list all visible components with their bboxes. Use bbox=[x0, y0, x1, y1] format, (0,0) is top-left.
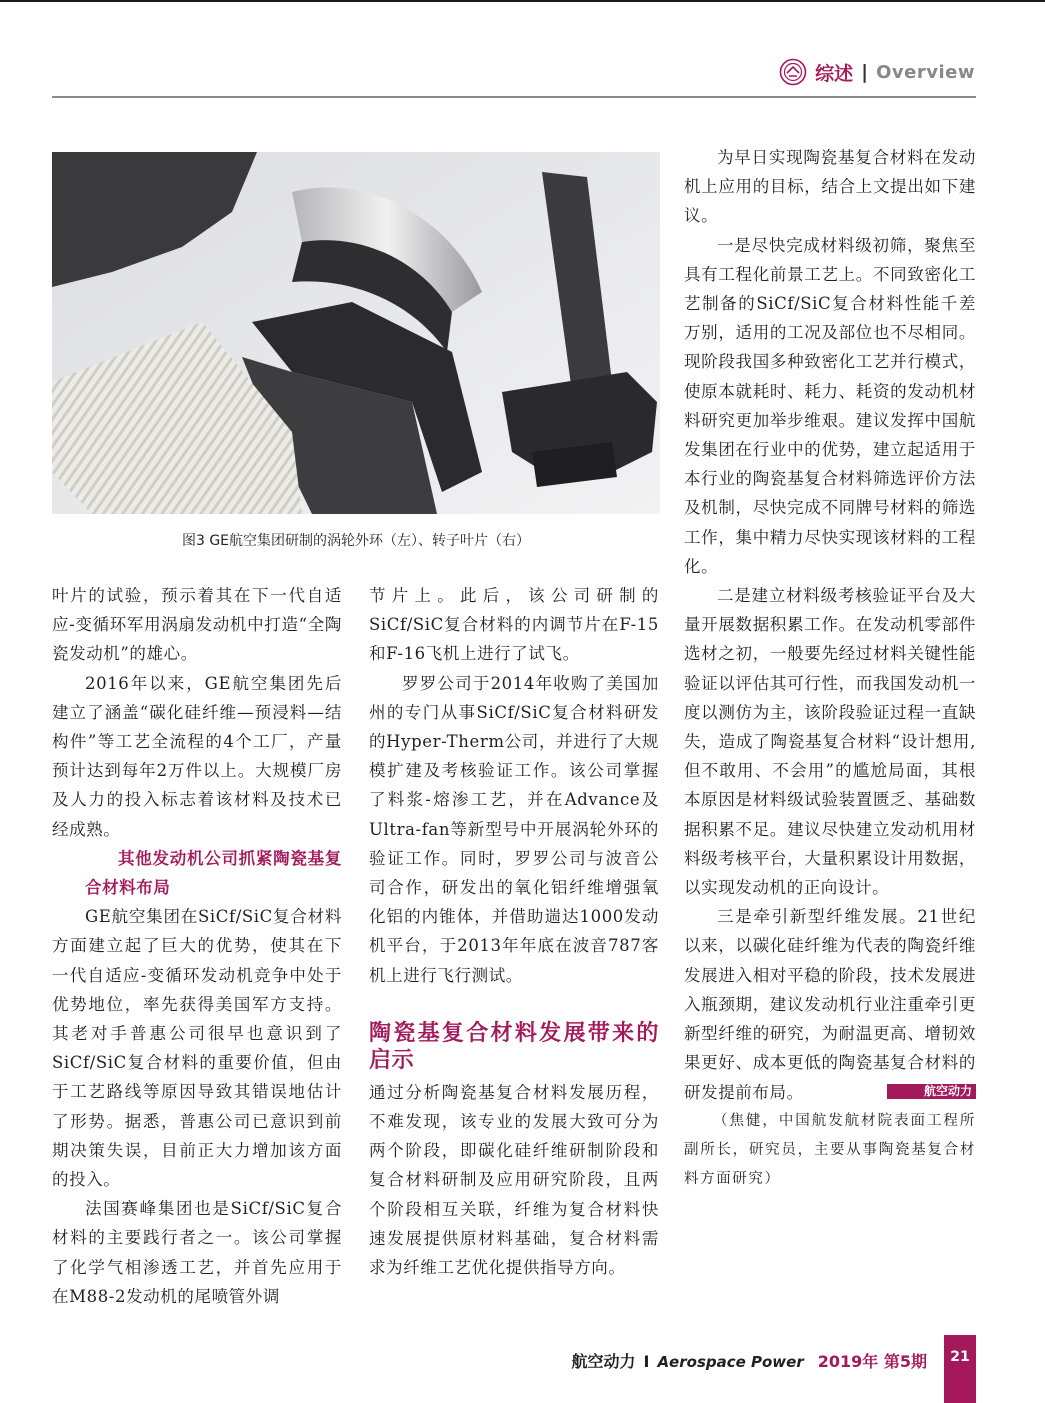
column-2 bbox=[369, 581, 659, 1282]
issue-label: 2019年 第5期 bbox=[817, 1352, 927, 1371]
journal-emblem-icon bbox=[779, 58, 807, 86]
page-number-box bbox=[944, 1335, 976, 1403]
paragraph: 为早日实现陶瓷基复合材料在发动机上应用的目标，结合上文提出如下建议。 bbox=[684, 148, 976, 226]
paragraph: 法国赛峰集团也是SiCf/SiC复合材料的主要践行者之一。该公司掌握了化学气相渗透工艺，并首先应用于在M88-2发动机的尾喷管外调 bbox=[52, 1199, 342, 1306]
journal-name-en: Aerospace Power bbox=[657, 1353, 804, 1371]
figure-photo bbox=[52, 152, 660, 514]
subheading: 其他发动机公司抓紧陶瓷基复合材料布局 bbox=[85, 848, 342, 898]
author-note: （焦健，中国航发航材院表面工程所副所长，研究员，主要从事陶瓷基复合材料方面研究） bbox=[684, 1112, 976, 1187]
page-footer bbox=[571, 1349, 927, 1372]
paragraph bbox=[684, 902, 976, 1106]
paragraph: 通过分析陶瓷基复合材料发展历程，不难发现，该专业的发展大致可分为两个阶段，即碳化硅纤维研制阶段和复合材料研制及应用研究阶段，且两个阶段相互关联，纤维为复合材料快速发展提供原材料基础，复合材料需求为纤维工艺优化提供指导方向。 bbox=[369, 1082, 659, 1278]
paragraph: 叶片的试验，预示着其在下一代自适应-变循环军用涡扇发动机中打造“全陶瓷发动机”的雄心。 bbox=[52, 586, 342, 664]
top-border bbox=[0, 0, 1045, 2]
page-header bbox=[779, 58, 975, 86]
journal-name-cn: 航空动力 bbox=[571, 1352, 636, 1371]
paragraph: 节片上。此后，该公司研制的SiCf/SiC复合材料的内调节片在F-15和F-16飞机上进行了试飞。 bbox=[369, 586, 659, 664]
footer-separator: I bbox=[643, 1352, 650, 1371]
page-number: 21 bbox=[950, 1349, 970, 1365]
header-rule bbox=[52, 96, 976, 98]
section-heading: 陶瓷基复合材料发展带来的启示 bbox=[369, 1020, 659, 1073]
column-3 bbox=[684, 143, 976, 1194]
paragraph: 二是建立材料级考核验证平台及大量开展数据积累工作。在发动机零部件选材之初，一般要先经过材料关键性能验证以评估其可行性，而我国发动机一度以测仿为主，该阶段验证过程一直缺失，造成了陶瓷基复合材料“设计想用,但不敢用、不会用”的尴尬局面，其根本原因是材料级试验装置匮乏、基础数据积累不足。建议尽快建立发动机用材料级考核平台，大量积累设计用数据，以实现发动机的正向设计。 bbox=[684, 586, 976, 898]
section-title-en: Overview bbox=[876, 61, 975, 83]
section-title-cn: 综述 bbox=[815, 62, 854, 85]
figure-caption: 图3 GE航空集团研制的涡轮外环（左）、转子叶片（右） bbox=[181, 533, 531, 549]
paragraph: 一是尽快完成材料级初筛，聚焦至具有工程化前景工艺上。不同致密化工艺制备的SiCf/SiC复合材料性能千差万别，适用的工况及部位也不尽相同。现阶段我国多种致密化工艺并行模式，使原本就耗时、耗力、耗资的发动机材料研究更加举步维艰。建议发挥中国航发集团在行业中的优势，建立起适用于本行业的陶瓷基复合材料筛选评价方法及机制，尽快完成不同牌号材料的筛选工作，集中精力尽快实现该材料的工程化。 bbox=[684, 235, 976, 576]
end-mark-badge: 航空动力 bbox=[887, 1084, 976, 1099]
column-1 bbox=[52, 581, 342, 1311]
paragraph: GE航空集团在SiCf/SiC复合材料方面建立起了巨大的优势，使其在下一代自适应-变循环发动机竞争中处于优势地位，率先获得美国军方支持。其老对手普惠公司很早也意识到了SiCf/SiC复合材料的重要价值，但由于工艺路线等原因导致其错误地估计了形势。据悉，普惠公司已意识到前期决策失误，目前正大力增加该方面的投入。 bbox=[52, 907, 342, 1190]
paragraph: 罗罗公司于2014年收购了美国加州的专门从事SiCf/SiC复合材料研发的Hyper-Therm公司，并进行了大规模扩建及考核验证工作。该公司掌握了料浆-熔渗工艺，并在Advance及Ultra-fan等新型号中开展涡轮外环的验证工作。同时，罗罗公司与波音公司合作，研发出的氧化铝纤维增强氧化铝的内锥体，并借助遄达1000发动机平台，于2013年年底在波音787客机上进行飞行测试。 bbox=[369, 673, 659, 985]
paragraph-text: 三是牵引新型纤维发展。21世纪以来，以碳化硅纤维为代表的陶瓷纤维发展进入相对平稳的阶段，技术发展进入瓶颈期，建议发动机行业注重牵引更新型纤维的研究，为耐温更高、增韧效果更好、成本更低的陶瓷基复合材料的研发提前布局。 bbox=[684, 907, 976, 1102]
section-separator: | bbox=[861, 61, 869, 83]
paragraph: 2016年以来，GE航空集团先后建立了涵盖“碳化硅纤维—预浸料—结构件”等工艺全流程的4个工厂，产量预计达到每年2万件以上。大规模厂房及人力的投入标志着该材料及技术已经成熟。 bbox=[52, 673, 342, 839]
